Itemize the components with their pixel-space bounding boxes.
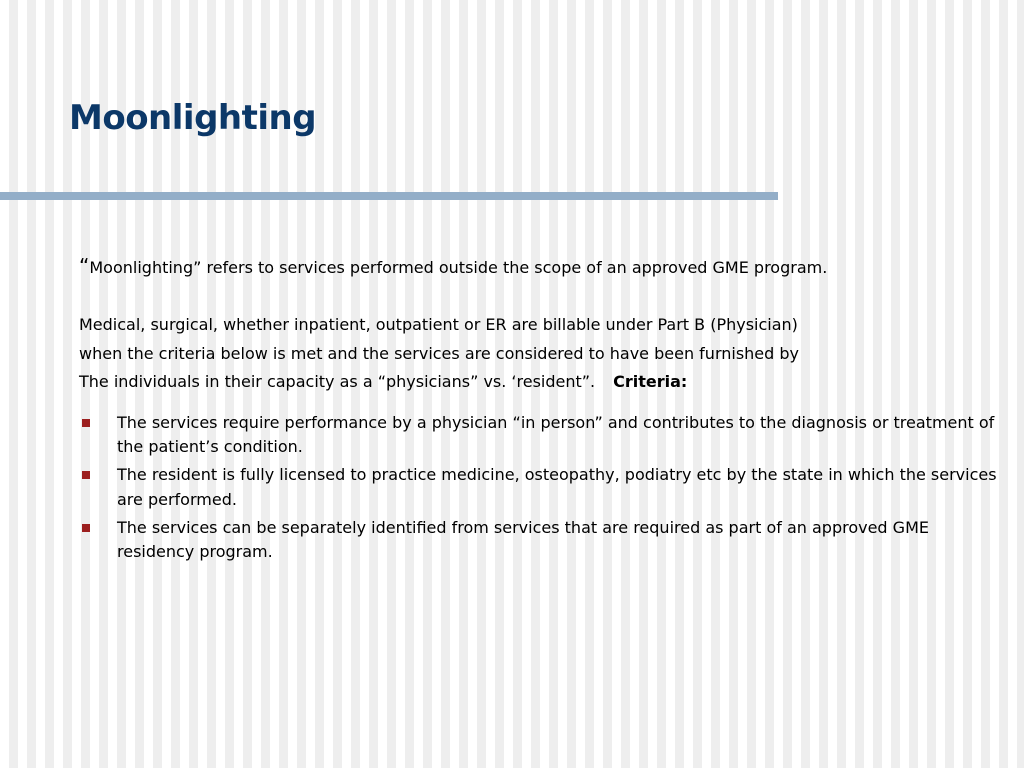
criteria-list xyxy=(79,411,1004,565)
criteria-label: Criteria: xyxy=(613,372,688,391)
criteria-item-2 xyxy=(79,463,1004,512)
criteria-item-3 xyxy=(79,516,1004,565)
title-divider xyxy=(0,192,778,200)
definition-text: Moonlighting” refers to services performed outside the scope of an approved GME program. xyxy=(89,258,828,277)
criteria-item-1 xyxy=(79,411,1004,460)
opening-quote-mark: “ xyxy=(79,254,90,278)
criteria-item-text: The services require performance by a physician “in person” and contributes to the diagnosis or treatment of the patient’s condition. xyxy=(117,412,995,456)
square-bullet-icon xyxy=(82,419,90,427)
billing-paragraph xyxy=(79,311,1004,397)
billing-line-1: Medical, surgical, whether inpatient, outpatient or ER are billable under Part B (Physician) xyxy=(79,315,798,334)
slide-body xyxy=(79,252,1004,568)
billing-line-3-text: The individuals in their capacity as a “physicians” vs. ‘resident”. xyxy=(79,372,596,391)
square-bullet-icon xyxy=(82,524,90,532)
criteria-item-text: The resident is fully licensed to practice medicine, osteopathy, podiatry etc by the state in which the services are performed. xyxy=(117,465,997,509)
slide-title: Moonlighting xyxy=(69,98,317,138)
criteria-item-text: The services can be separately identified from services that are required as part of an approved GME residency program. xyxy=(117,517,929,561)
billing-line-2: when the criteria below is met and the services are considered to have been furnished by xyxy=(79,343,800,363)
billing-line-3 xyxy=(79,368,1004,397)
definition-paragraph xyxy=(79,252,1004,283)
square-bullet-icon xyxy=(82,471,90,479)
